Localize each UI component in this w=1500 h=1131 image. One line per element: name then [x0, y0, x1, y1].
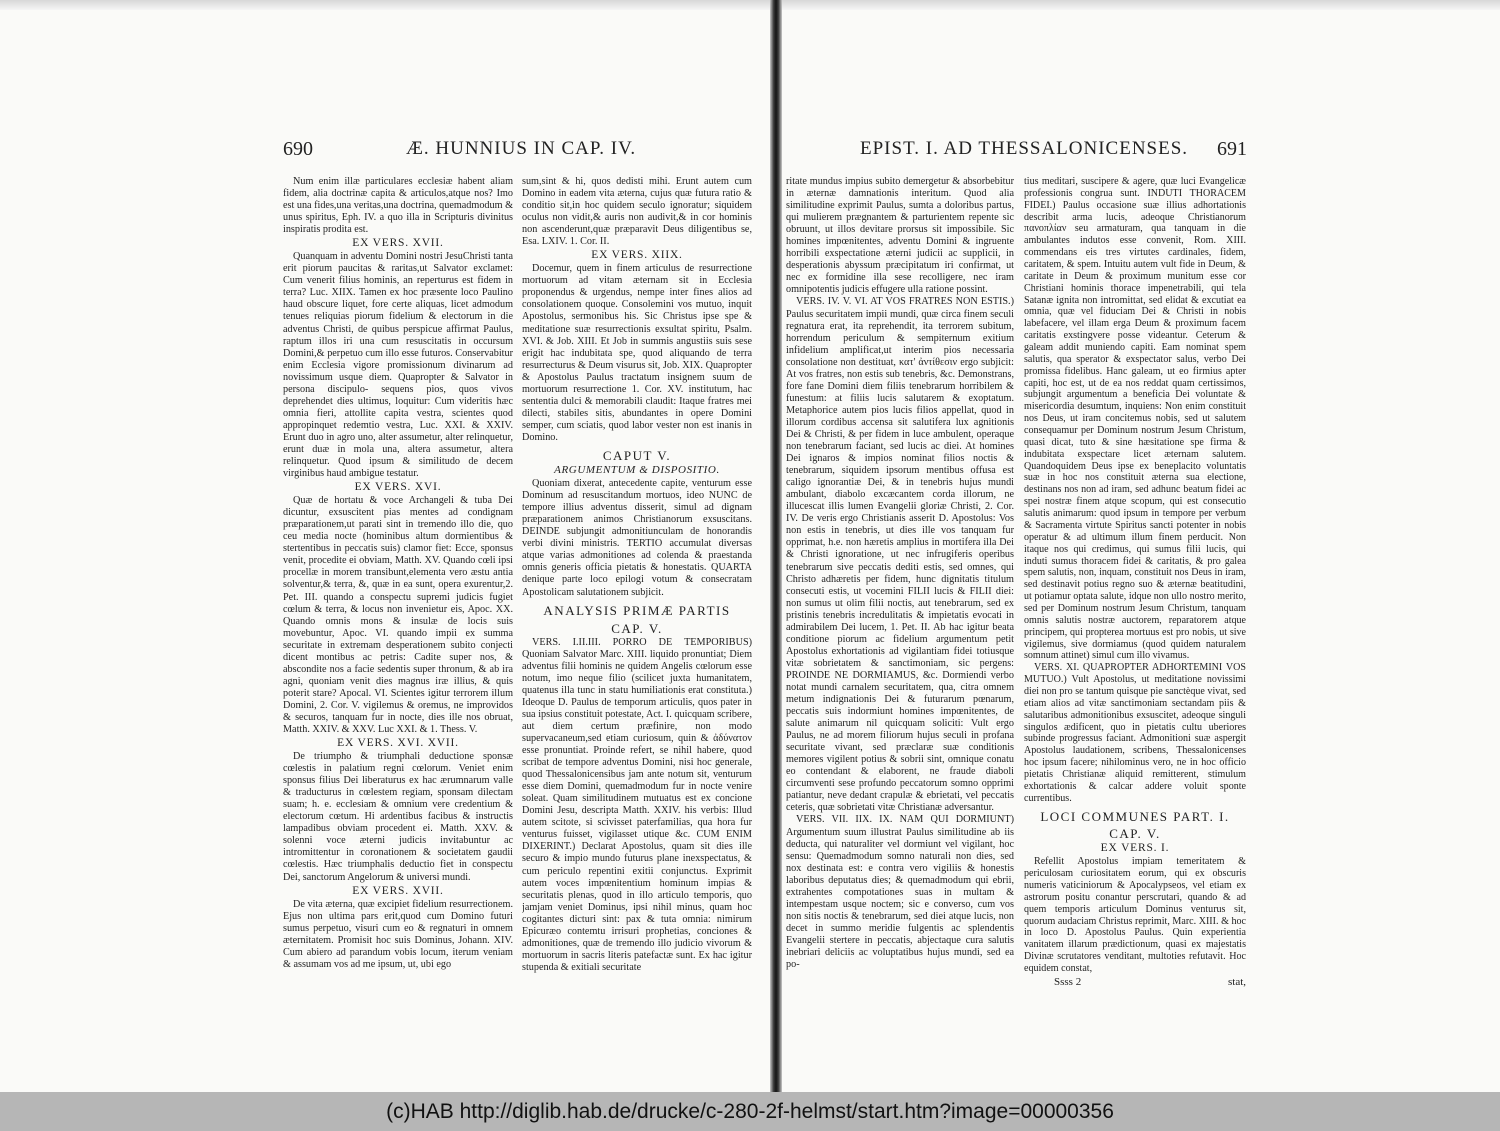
left-column-1: [283, 176, 513, 971]
verse-heading: EX VERS. XVII.: [352, 884, 444, 897]
paragraph: De triumpho & triumphali deductione sponsæ cœlestis in palatium regni cœlorum. Veniet enim sponsus filius Dei liberaturus ex hac ærumnarum valle & traducturus in cœlestem regiam, sponsam dilectam suam; h. e. ecclesiam & omnium vere credentium & electorum cœtum. Hi ardentibus facibus & instructis lampadibus obviam procedent ei. Matth. XXV. & solenni voce æterni judicis invitabuntur ac intromittentur in coronationem & societatem gaudii cœlestis. Hæc triumphalis deductio fiet in conspectu Dei, sanctorum Angelorum & universi mundi.: [283, 751, 513, 883]
paragraph: VERS. VII. IIX. IX. NAM QUI DORMIUNT) Argumentum suum illustrat Paulus similitudine ab iis deducta, qui naturaliter vel dormiunt vel vigilant, hoc sensu: Quemadmodum somno naturali non dies, sed nox destinata est: e contra vero vigiliis & honestis laboribus deputatus dies; & quemadmodum qui ebrii, extrahentes compotationes suas in multam & intempestam usque noctem; sic e converso, cum vos non sitis noctis & tenebrarum, sed diei atque lucis, non decet in summo meridie fulgentis ac splendentis Evangelii stertere in peccatis, abjectaque cura salutis inebriari deliciis ac voluptatibus hujus mundi, sed ea po-: [786, 814, 1014, 971]
section-title: CAPUT V.: [602, 447, 672, 463]
catchword: stat,: [1228, 976, 1247, 988]
paragraph: Quæ de hortatu & voce Archangeli & tuba Dei dicuntur, exsuscitent pias mentes ad condignam præparationem,ut parati sint in tremendo illo die, quo ceu media nocte (hominibus altum dormientibus & stertentibus in peccatis suis) clamor fiet: Ecce, sponsus venit, procedite ei obviam, Matth. XV. Quando cœli ipsi procellæ in morem transibunt,elementa vero æstu antia solventur,& terra, &, quæ in ea sunt, opera exurentur,2. Pet. III. quando a conspectu supremi judicis fugiet cœlum & terra, & locus non invenietur eis, Apoc. XX. Quando omnis mons & insulæ de locis suis movebuntur, Apoc. VI. quando impii ex summa securitate in extremam desperationem subito conjecti dicent montibus ac petris: Cadite super nos, & abscondite nos a facie sedentis super thronum, & ab ira agni, quoniam venit dies magnus iræ illius, & quis poterit stare? Apocal. VI. Scientes igitur terrorem illum Domini, 2. Cor. V. vigilemus & oremus, ne improvidos & securos, tanquam fur in nocte, dies ille nos obruat, Matth. XXIV. & XXV. Luc XXI. & 1. Thess. V.: [283, 495, 513, 736]
footer-copyright-url[interactable]: (c)HAB http://diglib.hab.de/drucke/c-280-2f-helmst/start.htm?image=00000356: [386, 1099, 1114, 1123]
left-page-number: 690: [283, 138, 313, 160]
paragraph: sum,sint & hi, quos dedisti mihi. Erunt autem cum Domino in eadem vita æterna, cujus quæ futura ratio & conditio sit,in hoc quidem seculo ignoratur; siquidem oculus non vidit,& auris non audivit,& in cor hominis non ascenderunt,quæ præparavit Deus diligentibus se, Esa. LXIV. 1. Cor. II.: [522, 176, 752, 248]
paragraph: Docemur, quem in finem articulus de resurrectione mortuorum ad vitam æternam sit in Ecclesia proponendus & urgendus, nempe inter fines alios ad consolationem quoque. Consolemini vos mutuo, inquit Apostolus, sermonibus his. Sic Christus ipse spe & meditatione suæ resurrectionis exsultat spiritu, Psalm. XVI. & Job. XIII. Et Job in summis angustiis suis sese erigit hac indubitata spe, quod aliquando de terra resurrecturus & Deum visurus sit, Job. XIX. Quapropter & Apostolus Paulus tractatum insignem suum de mortuorum resurrectione 1. Cor. XV. institutum, hac sententia dulci & memorabili claudit: Itaque fratres mei dilecti, stabiles sitis, abundantes in opere Domini semper, cum sciatis, quod labor vester non est inanis in Domino.: [522, 263, 752, 443]
book-gutter: [770, 0, 782, 1092]
paragraph: VERS. XI. QUAPROPTER ADHORTEMINI VOS MUTUO.) Vult Apostolus, ut meditatione novissimi diei non pro se tantum quisque pie sanctèque vivat, sed etiam alios ad vitæ sanctimoniam sectandam piis & salutaribus admonitionibus exsuscitet, adeoque singuli singulos ædificent, quo in pietatis cultu uberiores subinde progressus faciant. Admonitioni suæ aspergit Apostolus laudationem, scribens, Thessalonicenses hoc ipsum facere; nihilominus vero, ne in hoc officio pietatis Christianæ aliquid remitterent, stimulum exhortationis & calcar addere voluit sponte currentibus.: [1024, 662, 1246, 804]
section-title: CAP. V.: [1109, 826, 1161, 842]
footer-bar: [0, 1092, 1500, 1131]
right-page-number: 691: [1217, 138, 1247, 160]
paragraph: Quoniam dixerat, antecedente capite, venturum esse Dominum ad resuscitandum mortuos, ideo NUNC de tempore illius adventus disserit, simul ad dignam præparationem animos Christianorum exsuscitans. DEINDE subjungit admonitiunculam de honorandis verbi divini ministris. TERTIO accumulat diversas atque varias admonitiones ad colenda & praestanda omnis generis officia pietatis & honestatis. QUARTA denique parte loco epilogi votum & consecratam Apostolicam salutationem subjicit.: [522, 478, 752, 598]
paragraph: Quanquam in adventu Domini nostri JesuChristi tanta erit piorum paucitas & raritas,ut Salvator exclamet: Cum venerit filius hominis, an reperturus est fidem in terra? Luc. XIIX. Tamen ex hoc præsente loco Paulino haud obscure liquet, fore certe aliquas, licet admodum tenues reliquias piorum fidelium & electorum in die adventus Christi, de quibus perspicue affirmat Paulus, raptum illos iri una cum resuscitatis in occursum Domini,& perpetuo cum illo esse futuros. Conservabitur enim Ecclesia vigore promissionum divinarum ad novissimum usque diem. Quapropter & Salvator in persona discipulo- sequens pios, quos vivos deprehendet dies ultimus, loquitur: Cum videritis hæc omnia fieri, attollite capita vestra, scientes quod appropinquet redemtio vestra, Luc. XXI. & XXIV. Erunt duo in agro uno, alter assumetur, alter relinquetur, erunt duæ in mola una, altera assumetur, altera relinquetur. Quod ipsum & similitudo de decem virginibus haud ambigue testatur.: [283, 251, 513, 480]
verse-heading: EX VERS. XVI.: [354, 481, 442, 494]
left-running-head: Æ. HUNNIUS IN CAP. IV.: [406, 138, 637, 159]
right-column-2: [1024, 176, 1246, 975]
right-running-head: EPIST. I. AD THESSALONICENSES.: [860, 138, 1189, 159]
section-title: LOCI COMMUNES PART. I.: [1040, 808, 1230, 824]
right-page: [782, 0, 1500, 1092]
verse-heading: EX VERS. XVII.: [352, 237, 444, 250]
paragraph: De vita æterna, quæ excipiet fidelium resurrectionem. Ejus non ultima pars erit,quod cum Domino futuri sumus perpetuo, visuri cum eo & regnaturi in omnem æternitatem. Promisit hoc suis Dominus, Johann. XIV. Cum abiero ad parandum vobis locum, iterum veniam & assumam vos ad me ipsum, ut, ubi ego: [283, 898, 513, 970]
signature-mark: Ssss 2: [1054, 976, 1082, 988]
paragraph: VERS. IV. V. VI. AT VOS FRATRES NON ESTIS.) Paulus securitatem impii mundi, quæ circa finem seculi regnatura erat, ita reprehendit, ita terrorem subitum, horrendum periculum & sempiternum exitium infidelium amplificat,ut interim pios necessaria consolatione non destituat, κατ' ἀντίθεσιν ergo subjicit: At vos fratres, non estis sub tenebris, &c. Demonstrans, fore fane Domini diem filiis tenebrarum horribilem & funestum: at filiis lucis salutarem & exoptatum. Metaphorice autem pios lucis filios appellat, quod in illorum cordibus accensa sit salutifera lux agnitionis Dei & Christi, & per fidem in luce ambulent, operaque non tenebrarum faciant, sed lucis ac diei. At homines Dei ignaros & impios nominat filios noctis & tenebrarum, siquidem ipsorum mentibus offusa est caligo ignorantiæ Dei, & in tenebris hujus mundi ambulant, diabolo excæcantem corda illorum, ne illucescat illis lumen Evangelii gloriæ Christi, 2. Cor. IV. De veris ergo Christianis asserit D. Apostolus: Vos non estis in tenebris, ut dies ille vos tanquam fur opprimat, h.e. non hæretis amplius in mortifera illa Dei & Christi ignoratione, ut nec infrugiferis operibus tenebrarum sive peccatis dediti estis, sed omnes, qui Christo adhæretis per fidem, hunc dignitatis titulum consecuti estis, ut vocemini FILII lucis & FILII diei: non sumus ut olim filii noctis, aut tenebrarum, sed ex pristinis tenebris incredulitatis & impietatis evocati in admirabilem Dei lucem, 1. Pet. II. Ab hac igitur beata conditione piorum ac fidelium argumentum petit Apostolus exhortationis ad vigilantiam fidei totiusque vitæ sobrietatem & sanctimoniam, sic pergens: PROINDE NE DORMIAMUS, &c. Dormiendi verbo notat mundi carnalem securitatem, qua, citra omnem metum indignationis Dei & futurarum pœnarum, peccatis suis indormiunt homines impœnitentes, de salute animarum nil quicquam soliciti: Vult ergo Paulus, ne ad morem filiorum hujus seculi in profana securitate vivant, sed præclaræ suæ conditionis memores vigilent potius & sobrii sint, omnique conatu eo contendant & elaborent, ne fraude diaboli circumventi sese profundo peccatorum somno opprimi patiantur, neve dedant crapulæ & ebrietati, vel peccatis ceteris, quæ sobrietati vitæ Christianæ adversantur.: [786, 296, 1014, 814]
left-column-2: [522, 176, 752, 974]
paragraph: Num enim illæ particulares ecclesiæ habent aliam fidem, alia doctrinæ capita & articulos,atque nos? Imo est una fides,una veritas,una doctrina, quemadmodum & unus spiritus, Eph. IV. a quo illa in Scripturis divinitus inspiratis prodita est.: [283, 176, 513, 236]
verse-heading: EX VERS. I.: [1100, 842, 1170, 855]
left-page: [0, 0, 770, 1092]
paragraph: Refellit Apostolus impiam temeritatem & periculosam curiositatem eorum, qui ex obscuris numeris vaticiniorum & Apocalypseos, vel etiam ex astrorum positu conantur perscrutari, quando & ad quem temporis articulum Dominus venturus sit, quorum audaciam Christus reprimit, Marc. XIII. & hoc in loco D. Apostolus Paulus. Quin experientia vanitatem illarum prædictionum, quasi ex majestatis Divinæ scrutatores venditant, multoties refutavit. Hoc equidem constat,: [1024, 856, 1246, 974]
section-title: CAP. V.: [611, 620, 663, 636]
page-top-edge: [0, 0, 770, 10]
page-top-edge: [782, 0, 1500, 10]
section-title: ANALYSIS PRIMÆ PARTIS: [543, 602, 731, 618]
paragraph: VERS. I.II.III. PORRO DE TEMPORIBUS) Quoniam Salvator Marc. XIII. liquido pronuntiat; Diem adventus filii hominis ne quidem Angelis cœlorum esse notum, imo neque filio (scilicet juxta humanitatem, quatenus illa tunc in statu humiliationis erat constituta.) Ideoque D. Paulus de temporum articulis, quos pater in sua ipsius constituit potestate, Act. I. quicquam scribere, aut diem certum præfinire, non modo supervacaneum,sed etiam curiosum, quin & ἀδύνατον esse pronuntiat. Proinde refert, se nihil habere, quod scribat de tempore adventus Domini, nisi hoc generale, quod Thessalonicensibus jam ante notum sit, venturum esse diem Domini, quemadmodum fur in nocte venire soleat. Quam similitudinem mutuatus est ex concione Domini Jesu, descripta Matth. XXIV. his verbis: Illud autem scitote, si scivisset paterfamilias, qua hora fur venturus fuisset, vigilasset utique &c. CUM ENIM DIXERINT.) Declarat Apostolus, quam sit dies ille securo & impio mundo futurus plane inexspectatus, & cum periculo repentini exitii conjunctus. Exprimit autem voces impœnitentium hominum impias & securitatis plenas, quod in illo articulo temporis, quo jamjam veniet Dominus, ipsi nihil minus, quam hoc cogitantes dicturi sint: pax & tuta omnia: nimirum Epicuræo contemtu irrisuri prophetias, conciones & admonitiones, quæ de tremendo illo judicio vivorum & mortuorum in sacris literis patefactæ sunt. Ex hac igitur stupenda & exitiali securitate: [522, 636, 752, 973]
paragraph: ritate mundus impius subito demergetur & absorbebitur in æternæ damnationis interitum. Quod alia similitudine exprimit Paulus, sumta a doloribus partus, qui mulierem prægnantem & parturientem repente sic obruunt, ut illos devitare prorsus sit impossibile. Sic homines impœnitentes, adventu Domini & ingruente horribili exspectatione æterni judicii ac supplicii, in desperationis abyssum præcipitatum iri confirmat, ut nec ex formidine illa sese recolligere, nec iram omnipotentis judicis effugere ulla ratione possint.: [786, 176, 1014, 296]
right-column-1: [786, 176, 1014, 971]
verse-heading: EX VERS. XIIX.: [591, 249, 683, 262]
paragraph: tius meditari, suscipere & agere, quæ luci Evangelicæ professionis congrua sunt. INDUTI THORACEM FIDEI.) Paulus occasione suæ illius adhortationis describit arma lucis, adeoque Christianorum πανοπλίαν seu armaturam, qua tanquam in die ambulantes indutos esse convenit, Rom. XIII. commendans eis tres virtutes cardinales, fidem, caritatem, & spem. Intuitu autem vult fide in Deum, & caritate in Deum & proximum munitum esse cor Christiani hominis thorace impenetrabili, qui tela Satanæ ignita non intromittat, sed elidat & excutiat ea omnia, quæ vel fiduciam Dei & Christi in nobis labefacere, vel illam erga Deum & proximum facem caritatis exstingvere posse videantur. Ceterum & galeam addit muniendo capiti. Eam nominat spem salutis, qua sperator & exspectator salus, verbo Dei promissa fidelibus. Hanc galeam, ut eo firmius apter capiti, hoc est, ut de ea nos reddat quam certissimos, subjungit argumentum a beneficia Dei voluntate & misericordia desumtum, inquiens: Non enim constituit nos Deus, ut iram concitemus nobis, sed ut salutem consequamur per Dominum nostrum Jesum Christum, quasi dicat, tuto & sine hæsitatione spe firma & indubitata exspectare licet æternam salutem. Quandoquidem Deus ipse ex beneplacito voluntatis suæ in hoc nos constituit æterna sua electione, destinans nos non ad iram, sed adhunc beatum fidei ac spei nostræ finem atque scopum, qui est consecutio salutis animarum: quod ipsum in tempore per verbum & Sacramenta virtute Spiritus sancti potenter in nobis operatur & ad ultimum illum finem perducit. Non itaque nos qui credimus, qui sumus filii lucis, qui induti sumus thoracem fidei & caritatis, & pro galea spem salutis, non, inquam, constituit nos Deus in iram, sed destinavit potius regno suo & æternæ beatitudini, ut potiamur optata salute, idque non ullo nostro merito, sed per Dominum nostrum Jesum Christum, tanquam omnis salutis nostræ auctorem, reparatorem atque principem, qui propterea mortuus est pro nobis, ut sive vigilemus, sive dormiamus (quod quidem naturalem somnum attinet) simul cum illo vivamus.: [1024, 176, 1246, 662]
verse-heading: EX VERS. XVI. XVII.: [337, 737, 459, 750]
section-subtitle: ARGUMENTUM & DISPOSITIO.: [554, 464, 720, 477]
